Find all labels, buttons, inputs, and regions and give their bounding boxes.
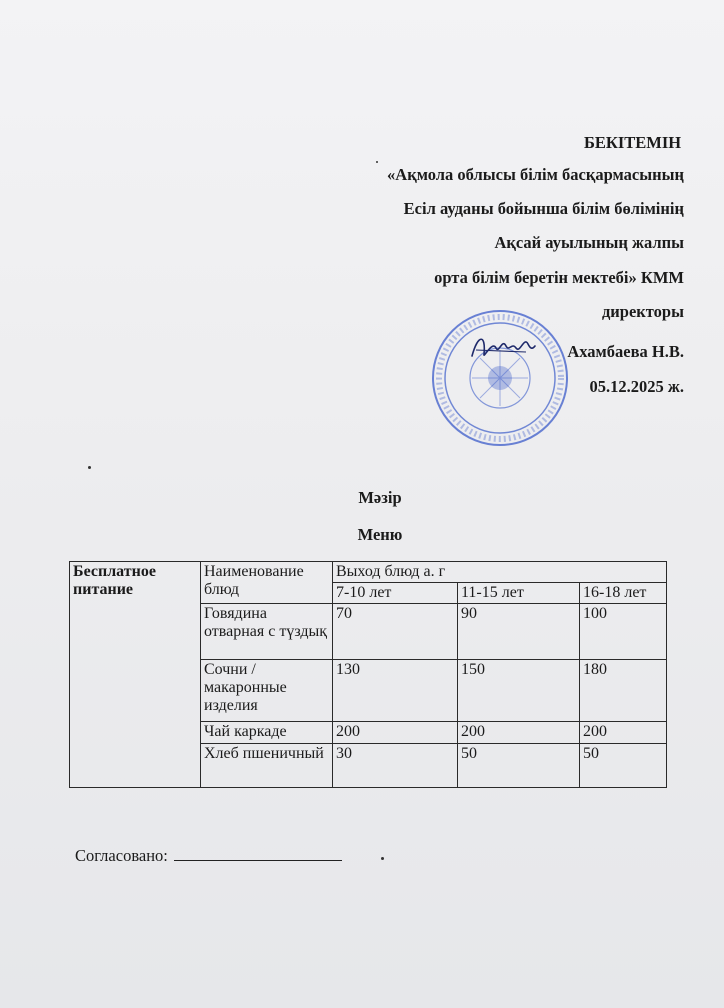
free-meal-header: Бесплатное питание [70,562,201,788]
value-cell: 200 [333,722,458,744]
value-cell: 50 [458,744,580,788]
approval-line-5: директоры [601,302,684,321]
value-cell: 70 [333,604,458,660]
title-russian: Меню [357,525,403,544]
paper-speck [381,857,384,860]
output-header: Выход блюд а. г [333,562,667,583]
title-kazakh: Мәзір [358,488,402,507]
age-header-7-10: 7-10 лет [333,583,458,604]
agreed-signature-line [75,845,342,866]
agreed-label: Согласовано: [75,846,168,865]
value-cell: 200 [458,722,580,744]
approval-date: 05.12.2025 ж. [589,377,684,396]
dish-name-header: Наименование блюд [201,562,333,604]
menu-table [69,561,667,788]
value-cell: 90 [458,604,580,660]
approval-line-1: «Ақмола облысы білім басқармасының [387,165,684,184]
age-header-16-18: 16-18 лет [580,583,667,604]
value-cell: 50 [580,744,667,788]
approval-line-3: Ақсай ауылының жалпы [494,233,684,252]
signature-blank [174,845,342,861]
director-signature [468,330,538,366]
value-cell: 30 [333,744,458,788]
paper-speck [376,161,378,163]
value-cell: 100 [580,604,667,660]
value-cell: 150 [458,660,580,722]
approval-line-4: орта білім беретін мектебі» КММ [434,268,684,287]
approval-line-2: Есіл ауданы бойынша білім бөлімінің [403,199,684,218]
dish-cell: Сочни /макаронные изделия [201,660,333,722]
value-cell: 180 [580,660,667,722]
age-header-11-15: 11-15 лет [458,583,580,604]
table-header-row [70,562,667,583]
value-cell: 200 [580,722,667,744]
approval-heading: БЕКІТЕМІН [584,133,682,152]
director-name: Ахамбаева Н.В. [567,342,684,361]
paper-speck [88,466,91,469]
value-cell: 130 [333,660,458,722]
official-stamp [430,308,570,448]
dish-cell: Чай каркаде [201,722,333,744]
dish-cell: Говядина отварная с түздық [201,604,333,660]
dish-cell: Хлеб пшеничный [201,744,333,788]
